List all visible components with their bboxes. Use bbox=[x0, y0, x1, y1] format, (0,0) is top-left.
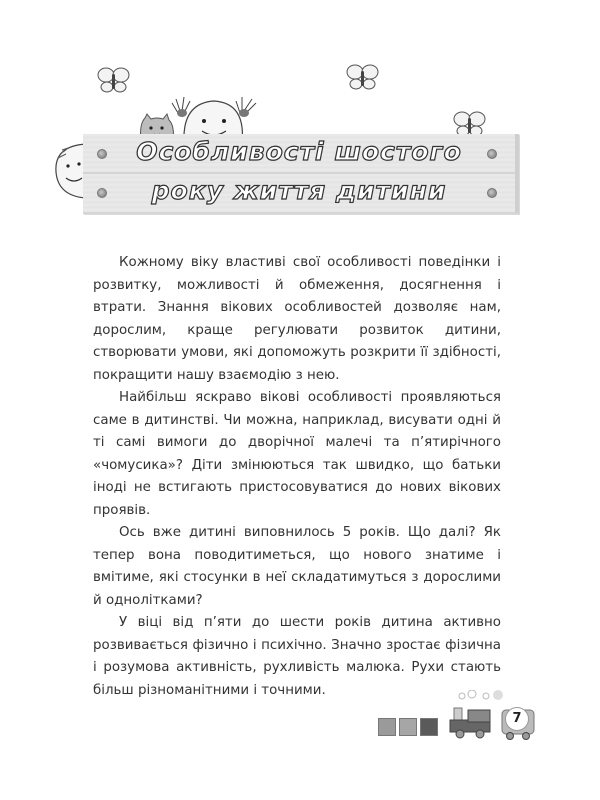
paragraph: Ось вже дитині виповнилось 5 років. Що далі? Як тепер вона поводитиметься, що нового знатиме і вмітиме, які стосунки в неї складатимуться з дорослими й однолітками? bbox=[93, 525, 501, 608]
butterfly-icon bbox=[345, 63, 381, 93]
toy-block-icon bbox=[378, 718, 396, 736]
toy-block-icon bbox=[420, 718, 438, 736]
page-number: 7 bbox=[505, 707, 529, 731]
chapter-title-line-2: року життя дитини bbox=[151, 176, 447, 205]
butterfly-icon bbox=[96, 66, 132, 96]
chapter-title-line-1: Особливості шостого bbox=[136, 137, 462, 166]
paragraph: Кожному віку властиві свої особливості поведінки і розвитку, можливості й обмеження, досягнення і втрати. Знання вікових особливостей дозволяє нам, дорослим, краще регулювати розвиток дитини, створювати умови, які допоможуть розкрити її здібності, покращити нашу взаємодію з нею. bbox=[93, 255, 501, 383]
chapter-header bbox=[0, 0, 600, 230]
paragraph: Найбільш яскраво вікові особливості проявляються саме в дитинстві. Чи можна, наприклад, висувати одні й ті самі вимоги до дворічної малечі та п’ятирічного «чомусика»? Діти змінюються так швидко, що батьки іноді не встигають пристосовуватися до нових вікових проявів. bbox=[93, 390, 501, 518]
paragraph: У віці від п’яти до шести років дитина активно розвивається фізично і психічно. Значно зростає фізична і розумова активність, рухливість малюка. Рухи стають більш різноманітними і точними. bbox=[93, 615, 501, 698]
toy-block-icon bbox=[399, 718, 417, 736]
title-plank bbox=[83, 134, 519, 214]
page-footer bbox=[370, 680, 540, 750]
plank-seam bbox=[83, 172, 515, 174]
body-text bbox=[93, 252, 501, 702]
